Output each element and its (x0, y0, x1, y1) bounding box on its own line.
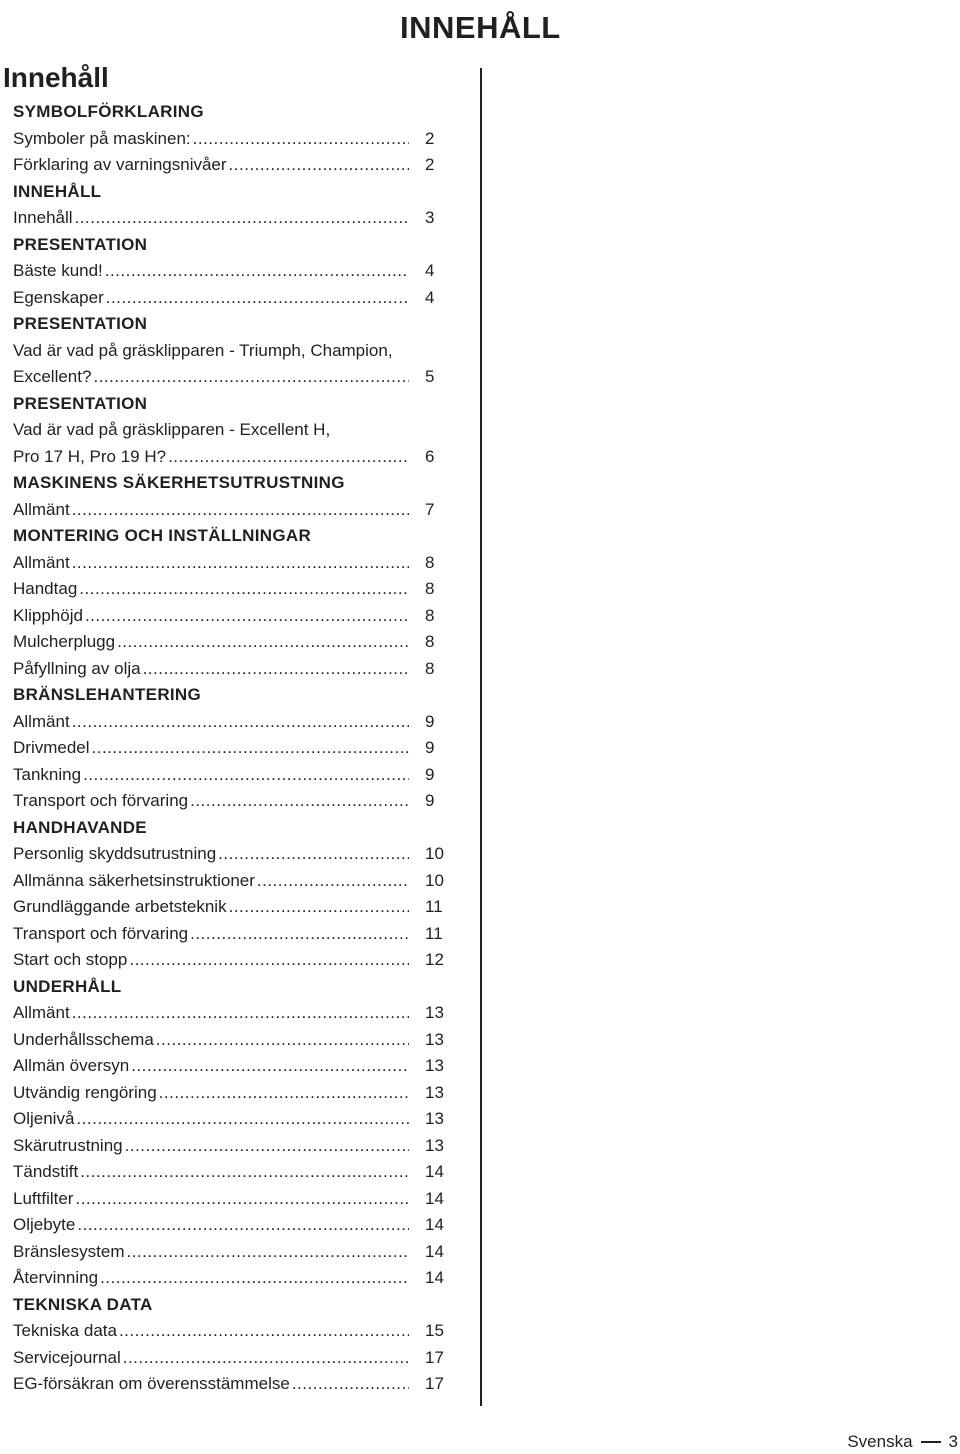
toc-page-number: 6 (425, 446, 435, 466)
toc-page-number: 11 (425, 897, 443, 916)
toc-entry-label: Tekniska data (13, 1321, 117, 1340)
dot-leader (129, 947, 409, 974)
toc-entry[interactable] (13, 709, 453, 736)
column-divider (480, 68, 482, 1406)
toc-entry-label: Personlig skyddsutrustning (13, 844, 217, 863)
toc-entry-label: Transport och förvaring (13, 923, 189, 943)
toc-entry-label: Påfyllning av olja (13, 658, 141, 678)
dot-leader (75, 205, 409, 232)
toc-entry[interactable] (13, 1186, 453, 1213)
toc-page-number: 13 (425, 1029, 444, 1049)
toc-page-number: 8 (425, 658, 435, 678)
toc-entry-label: Pro 17 H, Pro 19 H? (13, 446, 167, 466)
toc-section-heading: SYMBOLFÖRKLARING (13, 102, 204, 121)
toc-entry-label: Egenskaper (13, 287, 104, 307)
toc-entry-label: Oljenivå (13, 1109, 75, 1128)
toc-page-number: 17 (425, 1347, 444, 1367)
toc-entry-label: Allmänt (13, 499, 70, 519)
toc-entry[interactable] (13, 126, 453, 153)
toc-entry-label: Oljebyte (13, 1215, 76, 1234)
toc-entry[interactable] (13, 947, 453, 974)
toc-entry-label: Underhållsschema (13, 1029, 154, 1049)
toc-entry-label: Allmänna säkerhetsinstruktioner (13, 870, 255, 890)
dot-leader (76, 1106, 409, 1133)
dot-leader (83, 762, 409, 789)
dot-leader (106, 285, 409, 312)
toc-entry[interactable] (13, 921, 453, 948)
toc-entry-label: Start och stopp (13, 950, 128, 969)
page-footer (847, 1430, 960, 1454)
toc-entry[interactable] (13, 1318, 453, 1345)
dot-leader (229, 894, 409, 921)
table-of-contents (13, 99, 453, 1398)
toc-section-heading: INNEHÅLL (13, 181, 102, 201)
toc-page-number: 15 (425, 1321, 444, 1340)
toc-entry[interactable] (13, 497, 453, 524)
dot-leader (168, 444, 409, 471)
dot-leader (125, 1133, 409, 1160)
dot-leader (292, 1371, 409, 1398)
toc-section-heading: HANDHAVANDE (13, 817, 147, 837)
dot-leader (72, 1000, 409, 1027)
toc-entry[interactable] (13, 868, 453, 895)
toc-entry-label: Mulcherplugg (13, 632, 116, 651)
toc-entry[interactable] (13, 788, 453, 815)
toc-page-number: 17 (425, 1374, 444, 1393)
toc-entry[interactable] (13, 894, 453, 921)
dot-leader (143, 656, 409, 683)
dot-leader (119, 1318, 409, 1345)
toc-page-number: 2 (425, 155, 435, 174)
toc-entry-label: Innehåll (13, 208, 73, 227)
toc-entry-label: Transport och förvaring (13, 791, 189, 810)
toc-entry[interactable] (13, 1027, 453, 1054)
toc-entry[interactable] (13, 735, 453, 762)
toc-entry-label: Tändstift (13, 1162, 79, 1181)
toc-page-number: 10 (425, 870, 444, 890)
dot-leader (159, 1080, 409, 1107)
toc-page-number: 14 (425, 1268, 444, 1287)
toc-entry-label: Bränslesystem (13, 1241, 125, 1261)
toc-page-number: 8 (425, 605, 435, 625)
toc-entry[interactable] (13, 152, 453, 179)
toc-page-number: 10 (425, 844, 444, 863)
toc-entry[interactable] (13, 364, 453, 391)
toc-entry[interactable] (13, 1159, 453, 1186)
dot-leader (190, 921, 409, 948)
toc-page-number: 11 (425, 923, 443, 943)
toc-page-number: 13 (425, 1135, 444, 1155)
toc-page-number: 14 (425, 1162, 444, 1181)
toc-entry[interactable] (13, 656, 453, 683)
toc-entry[interactable] (13, 1053, 453, 1080)
dot-leader (72, 497, 409, 524)
toc-entry-label: Handtag (13, 579, 78, 598)
toc-entry[interactable] (13, 1080, 453, 1107)
toc-entry-label: Bäste kund! (13, 261, 103, 280)
toc-section-heading: BRÄNSLEHANTERING (13, 685, 202, 704)
toc-entry[interactable] (13, 1212, 453, 1239)
toc-entry-text: Vad är vad på gräsklipparen - Excellent H, (13, 420, 331, 439)
dot-leader (257, 868, 409, 895)
toc-entry-label: Tankning (13, 764, 82, 784)
toc-page-number: 8 (425, 579, 435, 598)
toc-section-heading: MASKINENS SÄKERHETSUTRUSTNING (13, 473, 345, 492)
toc-page-number: 4 (425, 261, 435, 280)
dot-leader (85, 603, 409, 630)
dot-leader (100, 1265, 409, 1292)
toc-page-number: 9 (425, 764, 435, 784)
toc-entry[interactable] (13, 205, 453, 232)
toc-page-number: 8 (425, 552, 435, 572)
toc-entry-label: Grundläggande arbetsteknik (13, 897, 227, 916)
toc-entry-label: Utvändig rengöring (13, 1082, 157, 1102)
toc-entry-label: Allmänt (13, 711, 70, 731)
dot-leader (72, 709, 409, 736)
toc-page-number: 8 (425, 632, 435, 651)
dot-leader (72, 550, 409, 577)
dot-leader (79, 576, 409, 603)
toc-entry-label: Allmänt (13, 1003, 70, 1022)
toc-page-number: 9 (425, 791, 435, 810)
toc-section-heading: UNDERHÅLL (13, 976, 122, 996)
dot-leader (126, 1239, 409, 1266)
toc-entry[interactable] (13, 841, 453, 868)
toc-page-number: 12 (425, 950, 444, 969)
dot-leader (75, 1186, 409, 1213)
toc-page-number: 7 (425, 499, 435, 519)
dot-leader (77, 1212, 409, 1239)
toc-entry-label: Luftfilter (13, 1188, 74, 1208)
toc-entry[interactable] (13, 629, 453, 656)
dot-leader (193, 126, 409, 153)
dot-leader (218, 841, 409, 868)
toc-page-number: 13 (425, 1109, 444, 1128)
dot-leader (229, 152, 409, 179)
toc-entry[interactable] (13, 444, 453, 471)
toc-page-number: 14 (425, 1241, 444, 1261)
dot-leader (123, 1345, 409, 1372)
toc-entry[interactable] (13, 576, 453, 603)
toc-entry-label: Klipphöjd (13, 605, 83, 625)
toc-entry-label: Allmänt (13, 552, 70, 572)
dot-leader (105, 258, 409, 285)
toc-entry[interactable] (13, 603, 453, 630)
toc-entry[interactable] (13, 1133, 453, 1160)
toc-section-heading: PRESENTATION (13, 314, 148, 333)
toc-entry[interactable] (13, 1239, 453, 1266)
toc-page-number: 4 (425, 287, 435, 307)
footer-dash (921, 1441, 941, 1443)
dot-leader (80, 1159, 409, 1186)
dot-leader (190, 788, 409, 815)
toc-entry[interactable] (13, 1106, 453, 1133)
toc-entry-label: Excellent? (13, 367, 92, 386)
toc-entry[interactable] (13, 1371, 453, 1398)
footer-language: Svenska (847, 1432, 913, 1451)
toc-entry[interactable] (13, 258, 453, 285)
dot-leader (131, 1053, 409, 1080)
toc-entry[interactable] (13, 1345, 453, 1372)
toc-entry[interactable] (13, 285, 453, 312)
page-header-title: INNEHÅLL (400, 10, 561, 45)
toc-entry[interactable] (13, 1265, 453, 1292)
toc-page-number: 13 (425, 1082, 444, 1102)
toc-page-number: 13 (425, 1056, 444, 1075)
toc-entry[interactable] (13, 550, 453, 577)
toc-section-heading: MONTERING OCH INSTÄLLNINGAR (13, 526, 312, 545)
toc-entry-label: Återvinning (13, 1268, 99, 1287)
toc-entry-label: Drivmedel (13, 738, 90, 757)
toc-section-heading: PRESENTATION (13, 234, 148, 254)
toc-entry-text: Vad är vad på gräsklipparen - Triumph, Champion, (13, 340, 393, 360)
toc-entry-label: EG-försäkran om överensstämmelse (13, 1374, 290, 1393)
dot-leader (117, 629, 409, 656)
dot-leader (93, 364, 409, 391)
toc-page-number: 14 (425, 1188, 444, 1208)
toc-entry-label: Symboler på maskinen: (13, 128, 191, 148)
toc-entry[interactable] (13, 1000, 453, 1027)
toc-entry-label: Förklaring av varningsnivåer (13, 155, 227, 174)
toc-section-heading: PRESENTATION (13, 393, 148, 413)
dot-leader (92, 735, 409, 762)
toc-page-number: 14 (425, 1215, 444, 1234)
toc-page-number: 9 (425, 711, 435, 731)
toc-entry[interactable] (13, 762, 453, 789)
toc-page-number: 13 (425, 1003, 444, 1022)
toc-page-number: 5 (425, 367, 435, 386)
toc-page-number: 9 (425, 738, 435, 757)
toc-entry-label: Servicejournal (13, 1347, 121, 1367)
toc-page-number: 2 (425, 128, 435, 148)
toc-title: Innehåll (3, 62, 109, 93)
toc-entry-label: Skärutrustning (13, 1135, 123, 1155)
toc-entry-label: Allmän översyn (13, 1056, 130, 1075)
footer-page-number: 3 (948, 1432, 958, 1451)
toc-page-number: 3 (425, 208, 435, 227)
toc-section-heading: TEKNISKA DATA (13, 1294, 153, 1314)
dot-leader (156, 1027, 409, 1054)
